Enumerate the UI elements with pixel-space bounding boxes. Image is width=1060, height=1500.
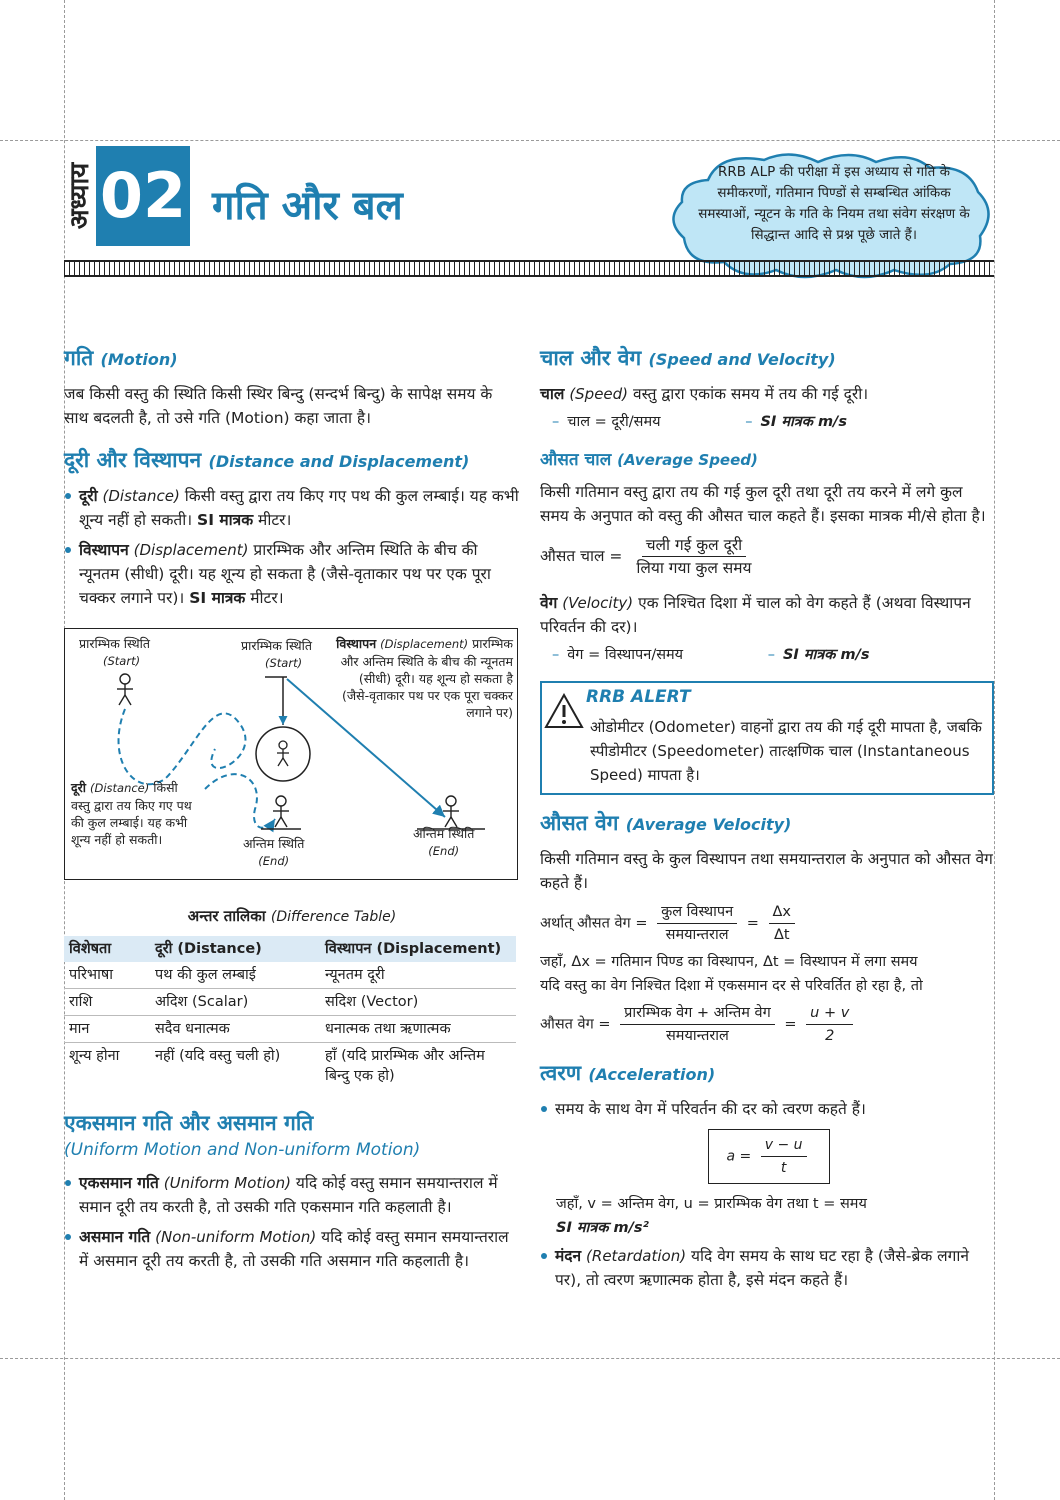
chapter-label: अध्याय (65, 162, 95, 230)
table-cell: न्यूनतम दूरी (325, 967, 385, 983)
avg-velocity-where: जहाँ, Δx = गतिमान पिण्ड का विस्थापन, Δt = विस्थापन में लगा समय (540, 954, 918, 970)
velocity-si: SI मात्रक m/s (782, 647, 870, 663)
table-cell: धनात्मक तथा ऋणात्मक (325, 1021, 451, 1037)
chapter-number: 02 (96, 146, 190, 246)
acceleration-si: SI मात्रक m/s² (556, 1220, 649, 1236)
velocity-formula-row: – वेग = विस्थापन/समय – SI मात्रक m/s (552, 647, 870, 663)
retardation-bullet: मंदन (Retardation) यदि वेग समय के साथ घट रहा है (जैसे-ब्रेक लगाने पर), तो त्वरण ऋणात्मक होता है, इसे मंदन कहते हैं। (540, 1244, 994, 1292)
motion-text: जब किसी वस्तु की स्थिति किसी स्थिर बिन्दु (सन्दर्भ बिन्दु) के सापेक्ष समय के साथ बदलती है, तो उसे गति (Motion) कहा जाता है। (64, 385, 493, 427)
table-cell: नहीं (यदि वस्तु चली हो) (155, 1048, 281, 1064)
left-column (64, 344, 520, 1273)
table-header-row (64, 936, 516, 962)
diagram-distance-note: दूरी (Distance) किसी वस्तु द्वारा तय किए गए पथ की कुल लम्बाई। यह कभी शून्य नहीं हो सकती। (71, 780, 192, 847)
distance-bullet: दूरी (Distance) किसी वस्तु द्वारा तय किए गए पथ की कुल लम्बाई। यह कभी शून्य नहीं हो सकती। SI मात्रक मीटर। (64, 484, 520, 532)
velocity-formula: वेग = विस्थापन/समय (567, 647, 684, 663)
rrb-alert-box (540, 681, 994, 795)
speed-formula-row: – चाल = दूरी/समय – SI मात्रक m/s (552, 414, 847, 430)
right-column (540, 344, 994, 1292)
table-row (64, 1016, 516, 1043)
cloud-text: RRB ALP की परीक्षा में इस अध्याय से गति के समीकरणों, गतिमान पिण्डों से सम्बन्धित आंकिक समस्याओं, न्यूटन के गति के नियम तथा संवेग संरक्षण के सिद्धान्त आदि से प्रश्न पूछे जाते हैं। (698, 164, 970, 243)
avg-speed-heading: औसत चाल (Average Speed) (540, 450, 758, 470)
uniform-heading-en: (Uniform Motion and Non-uniform Motion) (64, 1140, 421, 1160)
uniform-heading: एकसमान गति और असमान गति (64, 1111, 314, 1135)
velocity-text: वेग (Velocity) एक निश्चित दिशा में चाल को वेग कहते हैं (अथवा विस्थापन परिवर्तन की दर)। (540, 594, 971, 636)
table-cell: परिभाषा (69, 967, 114, 983)
chapter-title: गति और बल (212, 183, 403, 229)
uniform-bullet: एकसमान गति (Uniform Motion) यदि कोई वस्तु समान समयान्तराल में समान दूरी तय करती है, तो उसकी गति एकसमान गति कहलाती है। (64, 1171, 520, 1219)
table-header-cell: विशेषता (64, 936, 150, 962)
speed-si: SI मात्रक m/s (760, 414, 847, 430)
acceleration-formula-box: a = $\frac{v - u}{t}$ (708, 1129, 830, 1184)
table-cell: हाँ (यदि प्रारम्भिक और अन्तिम बिन्दु एक हो) (325, 1048, 485, 1084)
table-header-cell: दूरी (Distance) (150, 936, 320, 962)
header-rule (64, 260, 994, 277)
avg-velocity-formula-2: औसत वेग = $\frac{\text{प्रारम्भिक वेग + अन्तिम वेग}}{\text{समयान्तराल}}$ = $\frac{u + v}{2}$ (540, 1002, 994, 1047)
diagram-displacement-note: विस्थापन (Displacement) प्रारम्भिक और अन्तिम स्थिति के बीच की न्यूनतम (सीधी) दूरी। यह शून्य हो सकता है (जैसे-वृताकार पथ पर एक पूरा चक्कर लगाने पर) (336, 636, 513, 720)
acceleration-bullet: समय के साथ वेग में परिवर्तन की दर को त्वरण कहते हैं। (540, 1097, 994, 1121)
avg-velocity-heading: औसत वेग (Average Velocity) (540, 811, 792, 835)
table-cell: शून्य होना (69, 1048, 120, 1064)
table-cell: पथ की कुल लम्बाई (155, 967, 256, 983)
crop-mark-top (0, 140, 1060, 141)
table-cell: सदैव धनात्मक (155, 1021, 230, 1037)
alert-text: ओडोमीटर (Odometer) वाहनों द्वारा तय की गई दूरी मापता है, जबकि स्पीडोमीटर (Speedometer) तात्क्षणिक चाल (Instantaneous Speed) मापता है। (590, 718, 982, 784)
difference-table (64, 936, 516, 1089)
table-cell: राशि (69, 994, 93, 1010)
alert-icon (544, 693, 584, 729)
table-cell: मान (69, 1021, 90, 1037)
acceleration-heading: त्वरण (Acceleration) (540, 1061, 716, 1085)
avg-velocity-condition: यदि वस्तु का वेग निश्चित दिशा में एकसमान दर से परिवर्तित हो रहा है, तो (540, 978, 923, 994)
diagram-end-2: अन्तिम स्थिति (End) (413, 826, 475, 858)
motion-heading: गति (Motion) (64, 346, 178, 370)
crop-mark-bottom (0, 1358, 1060, 1359)
diagram-start-2: प्रारम्भिक स्थिति (Start) (241, 638, 313, 670)
table-caption: अन्तर तालिका (Difference Table) (187, 907, 397, 925)
non-uniform-bullet: असमान गति (Non-uniform Motion) यदि कोई वस्तु समान समयान्तराल में असमान दूरी तय करती है, तो उसकी गति असमान गति कहलाती है। (64, 1225, 520, 1273)
distance-heading: दूरी और विस्थापन (Distance and Displacement) (64, 448, 470, 472)
speed-heading: चाल और वेग (Speed and Velocity) (540, 346, 836, 370)
avg-speed-text: किसी गतिमान वस्तु द्वारा तय की गई कुल दूरी तथा दूरी तय करने में लगे कुल समय के अनुपात को वस्तु की औसत चाल कहते हैं। इसका मात्रक मी/से होता है। (540, 483, 986, 525)
table-header-cell: विस्थापन (Displacement) (320, 936, 516, 962)
alert-title: RRB ALERT (586, 687, 691, 707)
table-cell: सदिश (Vector) (325, 994, 419, 1010)
diagram-start-1: प्रारम्भिक स्थिति (Start) (79, 636, 151, 668)
avg-velocity-formula-1: अर्थात् औसत वेग = $\frac{\text{कुल विस्थापन}}{\text{समयान्तराल}}$ = $\frac{\Delta x}{\Delta t}$ (540, 901, 994, 946)
avg-speed-formula: औसत चाल = $\frac{\text{चली गई कुल दूरी}}{\text{लिया गया कुल समय}}$ (540, 536, 752, 577)
avg-velocity-text: किसी गतिमान वस्तु के कुल विस्थापन तथा समयान्तराल के अनुपात को औसत वेग कहते हैं। (540, 850, 993, 892)
table-cell: अदिश (Scalar) (155, 994, 249, 1010)
speed-formula: चाल = दूरी/समय (567, 414, 661, 430)
acceleration-where: जहाँ, v = अन्तिम वेग, u = प्रारम्भिक वेग तथा t = समय (556, 1196, 867, 1212)
table-row (64, 962, 516, 989)
displacement-bullet: विस्थापन (Displacement) प्रारम्भिक और अन्तिम स्थिति के बीच की न्यूनतम (सीधी) दूरी। यह शून्य हो सकता है (जैसे-वृताकार पथ पर एक पूरा चक्कर लगाने पर)। SI मात्रक मीटर। (64, 538, 520, 610)
speed-text: चाल (Speed) वस्तु द्वारा एकांक समय में तय की गई दूरी। (540, 385, 869, 403)
table-row (64, 989, 516, 1016)
distance-displacement-diagram (64, 628, 518, 880)
diagram-end-1: अन्तिम स्थिति (End) (243, 836, 305, 868)
table-row (64, 1043, 516, 1090)
